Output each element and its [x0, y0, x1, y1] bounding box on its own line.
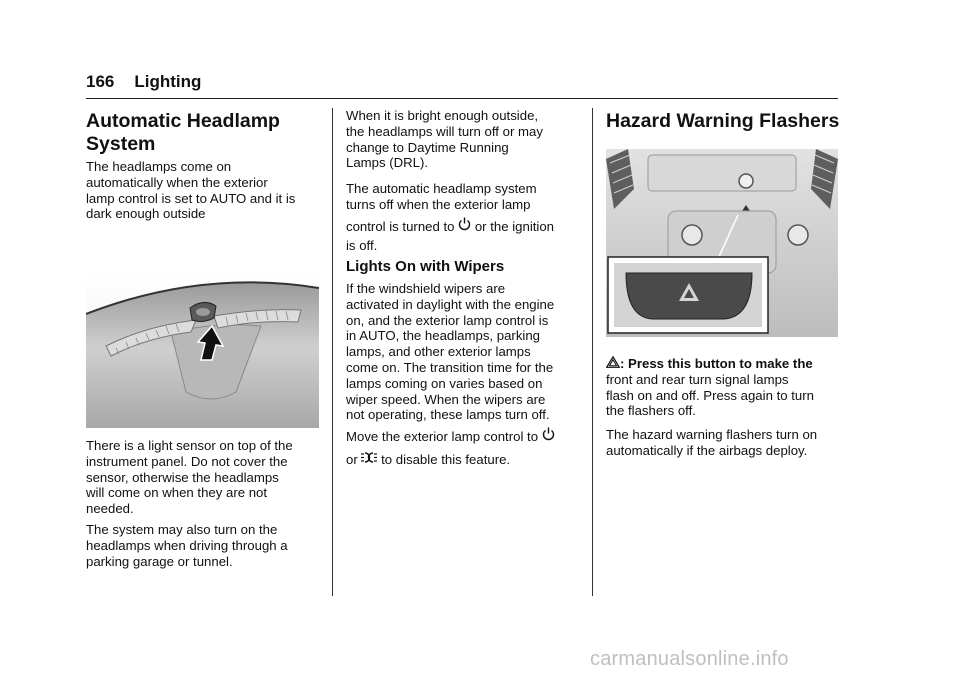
text-line: If the windshield wipers are: [346, 281, 506, 296]
light-sensor-illustration: [86, 274, 319, 428]
text-line: The automatic headlamp system: [346, 181, 537, 196]
paragraph-wipers: [346, 281, 554, 423]
paragraph-parking-garage: [86, 522, 288, 569]
hazard-triangle-icon: [606, 356, 620, 368]
paragraph-system-turns-off: [346, 181, 554, 254]
text-fragment: to disable this feature.: [381, 451, 511, 467]
paragraph-light-sensor: [86, 438, 293, 517]
text-line: sensor, otherwise the headlamps: [86, 469, 279, 485]
power-off-icon: [458, 217, 471, 231]
text-line: turns off when the exterior lamp: [346, 196, 531, 212]
text-line: The system may also turn on the: [86, 522, 278, 537]
text-line: lamp control is set to AUTO and it is: [86, 190, 296, 206]
heading-lights-on-with-wipers: Lights On with Wipers: [346, 258, 505, 275]
text-line: the flashers off.: [606, 403, 696, 419]
text-line: The hazard warning flashers turn on: [606, 427, 818, 442]
text-fragment: Move the exterior lamp control to: [346, 429, 539, 444]
page-number: 166: [86, 72, 115, 91]
text-fragment: or: [346, 451, 358, 467]
text-line: Lamps (DRL).: [346, 155, 429, 171]
text-line: the headlamps will turn off or may: [346, 123, 543, 139]
paragraph-headlamps-on: [86, 159, 295, 222]
page-header: [86, 72, 201, 92]
text-line: needed.: [86, 501, 134, 517]
section-title: Lighting: [134, 72, 202, 91]
text-line: [606, 356, 814, 372]
text-line: [346, 217, 554, 235]
paragraph-airbags: [606, 427, 817, 459]
text-line: instrument panel. Do not cover the: [86, 453, 288, 469]
parking-lamp-icon: [361, 451, 377, 464]
text-line: automatically if the airbags deploy.: [606, 442, 808, 458]
power-off-icon: [542, 427, 555, 441]
paragraph-bright-outside: [346, 108, 543, 171]
text-line: in AUTO, the headlamps, parking: [346, 328, 541, 344]
text-line: come on. The transition time for the: [346, 359, 554, 375]
text-line: There is a light sensor on top of the: [86, 438, 293, 453]
text-fragment: control is turned to: [346, 218, 455, 234]
watermark: carmanualsonline.info: [590, 648, 789, 670]
text-line: automatically when the exterior: [86, 174, 268, 190]
text-line: [346, 451, 555, 468]
text-line: is off.: [346, 238, 378, 254]
heading-hazard-warning-flashers: Hazard Warning Flashers: [606, 110, 840, 132]
text-line: change to Daytime Running: [346, 139, 509, 155]
text-fragment: : Press this button to make the: [620, 356, 813, 371]
text-line: headlamps when driving through a: [86, 537, 288, 553]
text-line: will come on when they are not: [86, 485, 268, 501]
text-line: not operating, these lamps turn off.: [346, 407, 550, 423]
text-fragment: or the ignition: [474, 218, 555, 234]
text-line: parking garage or tunnel.: [86, 553, 233, 569]
text-line: wiper speed. When the wipers are: [346, 391, 546, 407]
text-line: The headlamps come on: [86, 159, 232, 174]
heading-line: Automatic Headlamp: [86, 110, 280, 132]
column-divider-2: [592, 108, 593, 596]
heading-line: System: [86, 133, 156, 155]
text-line: flash on and off. Press again to turn: [606, 387, 814, 403]
text-line: dark enough outside: [86, 206, 206, 222]
text-line: lamps, and other exterior lamps: [346, 344, 531, 360]
text-line: activated in daylight with the engine: [346, 296, 555, 312]
paragraph-disable-feature: [346, 427, 555, 468]
text-line: [346, 427, 555, 445]
text-line: When it is bright enough outside,: [346, 108, 539, 123]
heading-automatic-headlamp-system: [86, 110, 280, 156]
column-divider-1: [332, 108, 333, 596]
paragraph-hazard-button: [606, 356, 814, 419]
header-rule: [86, 98, 838, 99]
text-line: on, and the exterior lamp control is: [346, 312, 549, 328]
hazard-button-illustration: [606, 149, 838, 337]
text-line: lamps coming on varies based on: [346, 375, 543, 391]
text-line: front and rear turn signal lamps: [606, 371, 789, 387]
